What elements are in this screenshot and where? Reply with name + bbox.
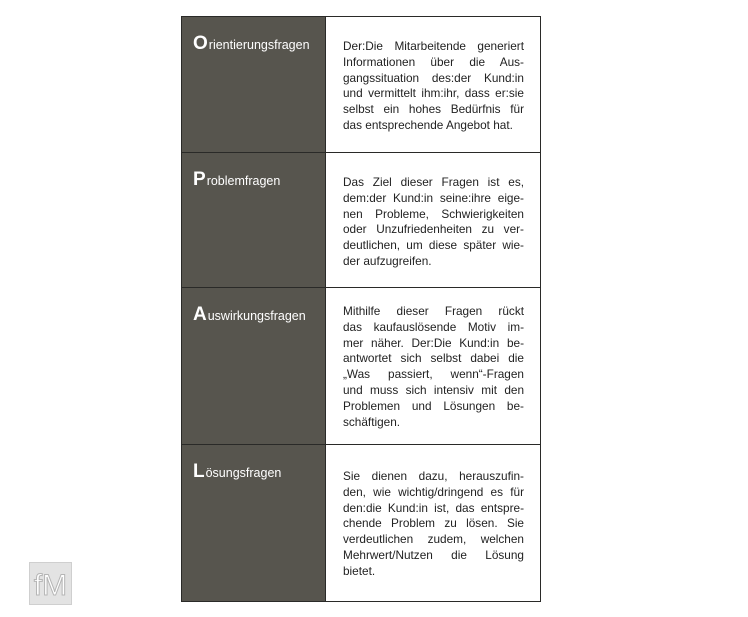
description-line: das kaufauslösende Motiv im- [343, 319, 524, 334]
fm-logo [29, 562, 72, 605]
row-label [182, 17, 326, 152]
label-rest: uswirkungsfragen [207, 309, 306, 323]
description-line: mer näher. Der:Die Kund:in be- [343, 335, 524, 350]
row-description [326, 153, 540, 287]
description-line: und muss sich intensiv mit den [343, 382, 524, 397]
label-rest: rientierungsfragen [208, 38, 310, 52]
description-line: dem:der Kund:in seine:ihre eige- [343, 190, 524, 205]
label-initial: L [193, 461, 205, 482]
table-row-loesungsfragen [182, 445, 540, 601]
label-initial: O [193, 33, 208, 54]
description-line: nen Probleme, Schwierigkeiten [343, 206, 524, 221]
description-line: der aufzugreifen. [343, 253, 432, 268]
row-description [326, 288, 540, 444]
table-row-problemfragen [182, 153, 540, 288]
description-line: deutlichen, um diese später wie- [343, 238, 524, 253]
description-line: den:die Kund:in ist, das entspre- [343, 500, 524, 515]
description-line: „Was passiert, wenn“-Fragen [343, 367, 524, 382]
row-description [326, 445, 540, 601]
label-rest: roblemfragen [206, 174, 281, 188]
description-line: Mehrwert/Nutzen die Lösung [343, 547, 524, 562]
fm-logo-mark [30, 563, 71, 604]
description-line: antwortet sich selbst dabei die [343, 351, 524, 366]
table-row-orientierungsfragen [182, 17, 540, 153]
logo-text: fM [33, 569, 68, 602]
row-label [182, 153, 326, 287]
label-initial: P [193, 169, 206, 190]
description-line: Informationen über die Aus- [343, 54, 524, 69]
description-line: und vermittelt ihm:ihr, dass er:sie [343, 86, 524, 101]
row-label [182, 445, 326, 601]
description-line: bietet. [343, 563, 376, 578]
description-line: Das Ziel dieser Fragen ist es, [343, 175, 524, 189]
description-line: schäftigen. [343, 414, 401, 429]
description-line: Mithilfe dieser Fragen rückt [343, 304, 524, 318]
label-initial: A [193, 304, 207, 325]
description-line: Problemen und Lösungen be- [343, 398, 524, 413]
row-description [326, 17, 540, 152]
description-line: chende Problem zu lösen. Sie [343, 516, 524, 531]
description-line: oder Unzufriedenheiten zu ver- [343, 222, 524, 237]
label-rest: ösungsfragen [205, 466, 282, 480]
description-line: Sie dienen dazu, herauszufin- [343, 469, 524, 483]
description-line: Der:Die Mitarbeitende generiert [343, 39, 524, 53]
description-line: selbst ein hohes Bedürfnis für [343, 102, 524, 117]
description-line: verdeutlichen zudem, welchen [343, 532, 524, 547]
description-line: das entsprechende Angebot hat. [343, 117, 513, 132]
description-line: den, wie wichtig/dringend es für [343, 484, 524, 499]
description-line: gangssituation des:der Kund:in [343, 70, 524, 85]
table-row-auswirkungsfragen [182, 288, 540, 445]
spin-table [181, 16, 541, 602]
row-label [182, 288, 326, 444]
